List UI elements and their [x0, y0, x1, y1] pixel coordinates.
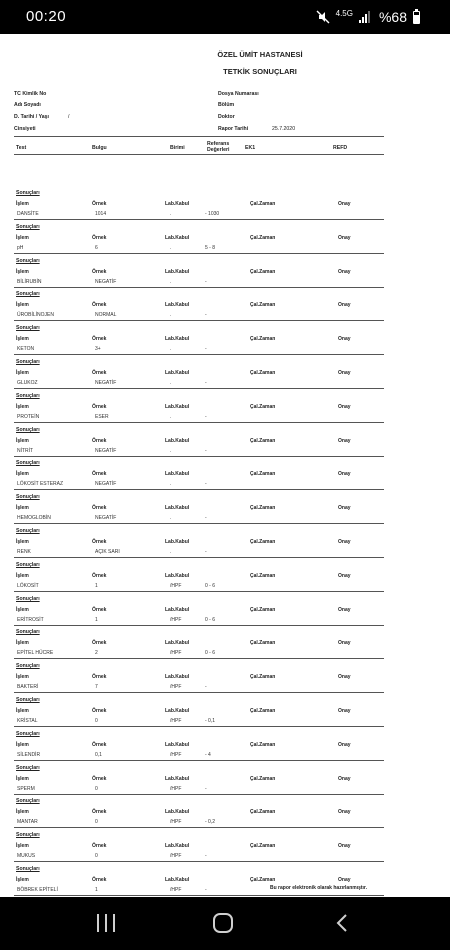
test-name: ERİTROSİT: [17, 616, 44, 623]
test-result: NEGATİF: [95, 515, 117, 522]
test-result: NORMAL: [95, 312, 117, 319]
result-block: [0, 832, 450, 866]
test-unit: /HPF: [170, 684, 182, 691]
test-result: 7: [95, 684, 98, 691]
test-name: MUKUS: [17, 853, 36, 860]
tc-label: TC Kimlik No: [14, 91, 47, 97]
network-type: 4.5G: [335, 8, 353, 18]
islem-label: İşlem: [16, 539, 29, 545]
test-result: 1: [95, 582, 98, 589]
test-reference: -: [205, 684, 207, 691]
ornek-label: Örnek: [92, 708, 107, 714]
gender-label: Cinsiyeti: [14, 126, 36, 132]
row-divider: [14, 219, 384, 220]
test-unit: /HPF: [170, 853, 182, 860]
row-divider: [14, 287, 384, 288]
row-divider: [14, 354, 384, 355]
test-unit: .: [170, 447, 172, 454]
lab-kabul-label: Lab.Kabul: [165, 843, 190, 850]
onay-label: Onay: [338, 370, 351, 376]
row-divider: [14, 456, 384, 457]
onay-label: Onay: [338, 708, 351, 714]
onay-label: Onay: [338, 505, 351, 512]
islem-label: İşlem: [16, 708, 29, 714]
islem-label: İşlem: [16, 403, 29, 410]
onay-label: Onay: [338, 234, 351, 241]
test-reference: -: [205, 447, 207, 454]
row-divider: [14, 895, 384, 896]
test-name: PROTEİN: [17, 413, 40, 420]
ornek-label: Örnek: [92, 775, 107, 782]
test-result: NEGATİF: [95, 447, 117, 454]
ornek-label: Örnek: [92, 606, 107, 613]
test-reference: -: [205, 413, 207, 420]
cal-zaman-label: Çal.Zaman: [250, 234, 276, 241]
report-date-label: Rapor Tarihi: [218, 126, 249, 132]
cal-zaman-label: Çal.Zaman: [250, 674, 276, 681]
ornek-label: Örnek: [92, 268, 107, 275]
row-divider: [14, 557, 384, 558]
lab-kabul-label: Lab.Kabul: [165, 809, 190, 816]
col-refd: REFD: [333, 145, 348, 151]
status-time: 00:20: [26, 8, 67, 25]
cal-zaman-label: Çal.Zaman: [250, 403, 276, 410]
onay-label: Onay: [338, 674, 351, 681]
result-block: [0, 325, 450, 359]
test-unit: .: [170, 346, 172, 353]
report-date-value: 25.7.2020: [272, 126, 296, 132]
cal-zaman-label: Çal.Zaman: [250, 370, 276, 376]
test-reference: -: [205, 887, 207, 893]
islem-label: İşlem: [16, 572, 29, 579]
islem-label: İşlem: [16, 877, 29, 883]
lab-kabul-label: Lab.Kabul: [165, 403, 190, 410]
ornek-label: Örnek: [92, 437, 107, 444]
section-label: Sonuçları: [16, 561, 40, 568]
test-result: AÇIK SARI: [95, 549, 120, 555]
section-label: Sonuçları: [16, 798, 40, 805]
cal-zaman-label: Çal.Zaman: [250, 809, 276, 816]
ornek-label: Örnek: [92, 809, 107, 816]
result-block: [0, 291, 450, 325]
islem-label: İşlem: [16, 336, 29, 343]
cal-zaman-label: Çal.Zaman: [250, 437, 276, 444]
onay-label: Onay: [338, 877, 351, 883]
section-label: Sonuçları: [16, 730, 40, 737]
test-result: NEGATİF: [95, 380, 117, 386]
lab-kabul-label: Lab.Kabul: [165, 877, 190, 883]
section-label: Sonuçları: [16, 190, 40, 196]
islem-label: İşlem: [16, 775, 29, 782]
row-divider: [14, 760, 384, 761]
onay-label: Onay: [338, 775, 351, 782]
test-name: BİLİRUBİN: [17, 278, 42, 285]
test-name: NİTRİT: [17, 447, 34, 454]
back-icon[interactable]: [333, 913, 353, 933]
row-divider: [14, 726, 384, 727]
lab-kabul-label: Lab.Kabul: [165, 505, 190, 512]
lab-kabul-label: Lab.Kabul: [165, 268, 190, 275]
section-label: Sonuçları: [16, 223, 40, 230]
navigation-bar: [0, 897, 450, 950]
ornek-label: Örnek: [92, 201, 107, 207]
lab-kabul-label: Lab.Kabul: [165, 674, 190, 681]
section-label: Sonuçları: [16, 764, 40, 771]
section-label: Sonuçları: [16, 629, 40, 636]
test-reference: -: [205, 346, 207, 353]
report-document: [0, 34, 450, 897]
test-reference: -: [205, 380, 207, 386]
name-label: Adı Soyadı: [14, 102, 41, 108]
cal-zaman-label: Çal.Zaman: [250, 775, 276, 782]
home-icon[interactable]: [213, 913, 233, 933]
test-reference: -: [205, 785, 207, 792]
test-result: 0: [95, 785, 98, 792]
ornek-label: Örnek: [92, 505, 107, 512]
ornek-label: Örnek: [92, 370, 107, 376]
section-label: Sonuçları: [16, 528, 40, 534]
test-name: LÖKOSİT: [17, 582, 39, 589]
section-label: Sonuçları: [16, 595, 40, 602]
test-reference: 0 - 6: [205, 582, 216, 589]
result-block: [0, 765, 450, 799]
hospital-name: ÖZEL ÜMİT HASTANESİ: [217, 50, 303, 59]
test-name: SPERM: [17, 785, 35, 792]
test-result: NEGATİF: [95, 278, 117, 285]
lab-kabul-label: Lab.Kabul: [165, 370, 190, 376]
row-divider: [14, 253, 384, 254]
test-reference: 0 - 6: [205, 616, 216, 623]
ornek-label: Örnek: [92, 572, 107, 579]
lab-kabul-label: Lab.Kabul: [165, 775, 190, 782]
cal-zaman-label: Çal.Zaman: [250, 843, 276, 850]
test-reference: -: [205, 549, 207, 555]
test-unit: /HPF: [170, 650, 182, 657]
test-unit: /HPF: [170, 751, 182, 758]
cal-zaman-label: Çal.Zaman: [250, 606, 276, 613]
islem-label: İşlem: [16, 201, 29, 207]
ornek-label: Örnek: [92, 843, 107, 850]
result-block: [0, 731, 450, 765]
section-label: Sonuçları: [16, 359, 40, 365]
row-divider: [14, 625, 384, 626]
ornek-label: Örnek: [92, 302, 107, 309]
test-reference: -: [205, 312, 207, 319]
test-name: HEMOGLOBİN: [17, 515, 51, 522]
test-unit: .: [170, 515, 172, 522]
onay-label: Onay: [338, 606, 351, 613]
test-result: 1014: [95, 211, 107, 217]
cal-zaman-label: Çal.Zaman: [250, 336, 276, 343]
onay-label: Onay: [338, 809, 351, 816]
islem-label: İşlem: [16, 268, 29, 275]
row-divider: [14, 794, 384, 795]
result-block: [0, 596, 450, 630]
lab-kabul-label: Lab.Kabul: [165, 640, 190, 647]
ornek-label: Örnek: [92, 336, 107, 343]
file-no-label: Dosya Numarası: [218, 91, 259, 97]
islem-label: İşlem: [16, 741, 29, 748]
lab-kabul-label: Lab.Kabul: [165, 708, 190, 714]
row-divider: [14, 320, 384, 321]
ornek-label: Örnek: [92, 403, 107, 410]
result-block: [0, 866, 450, 897]
test-result: 1: [95, 887, 98, 893]
row-divider: [14, 692, 384, 693]
test-result: 0: [95, 853, 98, 860]
test-reference: -: [205, 278, 207, 285]
ornek-label: Örnek: [92, 539, 107, 545]
result-block: [0, 460, 450, 494]
col-degerleri: Değerleri: [207, 147, 230, 153]
onay-label: Onay: [338, 539, 351, 545]
onay-label: Onay: [338, 843, 351, 850]
islem-label: İşlem: [16, 234, 29, 241]
cal-zaman-label: Çal.Zaman: [250, 539, 276, 545]
result-block: [0, 663, 450, 697]
result-block: [0, 528, 450, 562]
islem-label: İşlem: [16, 606, 29, 613]
footer-note: Bu rapor elektronik olarak hazırlanmıştır.: [270, 885, 367, 891]
lab-kabul-label: Lab.Kabul: [165, 539, 190, 545]
result-block: [0, 798, 450, 832]
islem-label: İşlem: [16, 640, 29, 647]
lab-kabul-label: Lab.Kabul: [165, 606, 190, 613]
test-reference: - 4: [205, 751, 211, 758]
test-name: pH: [17, 244, 24, 251]
section-label: Sonuçları: [16, 697, 40, 703]
lab-kabul-label: Lab.Kabul: [165, 437, 190, 444]
battery-icon: [413, 11, 420, 24]
test-result: 2: [95, 650, 98, 657]
section-label: Sonuçları: [16, 325, 40, 332]
cal-zaman-label: Çal.Zaman: [250, 302, 276, 309]
test-reference: - 0,2: [205, 819, 216, 826]
row-divider: [14, 861, 384, 862]
test-reference: 0 - 6: [205, 650, 216, 657]
ornek-label: Örnek: [92, 471, 107, 478]
test-unit: /HPF: [170, 718, 182, 724]
row-divider: [14, 523, 384, 524]
recent-apps-icon[interactable]: [97, 914, 115, 932]
onay-label: Onay: [338, 471, 351, 478]
battery-level: %68: [378, 9, 407, 25]
section-label: Sonuçları: [16, 832, 40, 839]
result-block: [0, 190, 450, 224]
cal-zaman-label: Çal.Zaman: [250, 268, 276, 275]
lab-kabul-label: Lab.Kabul: [165, 302, 190, 309]
test-name: BÖBREK EPİTELİ: [17, 887, 58, 893]
test-unit: /HPF: [170, 819, 182, 826]
test-name: KRİSTAL: [17, 718, 38, 724]
section-label: Sonuçları: [16, 291, 40, 298]
section-label: Sonuçları: [16, 866, 40, 872]
dept-label: Bölüm: [218, 102, 235, 108]
col-birimi: Birimi: [170, 145, 185, 151]
test-name: ÜROBİLİNOJEN: [17, 312, 54, 319]
test-result: 6: [95, 244, 98, 251]
test-name: DANSİTE: [17, 211, 39, 217]
lab-kabul-label: Lab.Kabul: [165, 336, 190, 343]
test-result: ESER: [95, 413, 109, 420]
header-divider: [14, 136, 384, 137]
onay-label: Onay: [338, 268, 351, 275]
islem-label: İşlem: [16, 302, 29, 309]
test-name: BAKTERİ: [17, 684, 39, 691]
islem-label: İşlem: [16, 370, 29, 376]
islem-label: İşlem: [16, 809, 29, 816]
col-ek1: EK1: [245, 145, 256, 151]
test-name: SİLENDİR: [17, 751, 41, 758]
test-name: LÖKOSİT ESTERAZ: [17, 481, 64, 488]
test-unit: /HPF: [170, 616, 182, 623]
result-block: [0, 393, 450, 427]
section-label: Sonuçları: [16, 663, 40, 670]
ornek-label: Örnek: [92, 877, 107, 883]
onay-label: Onay: [338, 336, 351, 343]
section-label: Sonuçları: [16, 426, 40, 433]
lab-kabul-label: Lab.Kabul: [165, 234, 190, 241]
status-bar: [0, 0, 450, 34]
section-label: Sonuçları: [16, 494, 40, 501]
test-unit: .: [170, 549, 172, 555]
lab-kabul-label: Lab.Kabul: [165, 471, 190, 478]
ornek-label: Örnek: [92, 640, 107, 647]
islem-label: İşlem: [16, 674, 29, 681]
test-unit: .: [170, 312, 172, 319]
onay-label: Onay: [338, 201, 351, 207]
ornek-label: Örnek: [92, 234, 107, 241]
lab-kabul-label: Lab.Kabul: [165, 741, 190, 748]
onay-label: Onay: [338, 640, 351, 647]
test-result: 0: [95, 819, 98, 826]
onay-label: Onay: [338, 302, 351, 309]
lab-kabul-label: Lab.Kabul: [165, 201, 190, 207]
test-reference: -: [205, 481, 207, 488]
section-label: Sonuçları: [16, 392, 40, 399]
cal-zaman-label: Çal.Zaman: [250, 640, 276, 647]
row-divider: [14, 388, 384, 389]
islem-label: İşlem: [16, 437, 29, 444]
test-name: GLUKOZ: [17, 380, 38, 386]
result-block: [0, 224, 450, 258]
test-result: 0,1: [95, 751, 102, 758]
test-reference: - 1030: [205, 211, 220, 217]
test-result: 1: [95, 616, 98, 623]
cal-zaman-label: Çal.Zaman: [250, 471, 276, 478]
test-unit: /HPF: [170, 887, 182, 893]
test-reference: - 0,1: [205, 718, 216, 724]
islem-label: İşlem: [16, 843, 29, 850]
cal-zaman-label: Çal.Zaman: [250, 708, 276, 714]
cal-zaman-label: Çal.Zaman: [250, 572, 276, 579]
lab-kabul-label: Lab.Kabul: [165, 572, 190, 579]
test-unit: .: [170, 244, 172, 251]
cal-zaman-label: Çal.Zaman: [250, 877, 276, 883]
test-unit: .: [170, 380, 172, 386]
section-label: Sonuçları: [16, 460, 40, 467]
test-reference: -: [205, 515, 207, 522]
result-block: [0, 697, 450, 731]
row-divider: [14, 827, 384, 828]
onay-label: Onay: [338, 572, 351, 579]
test-name: KETON: [17, 346, 35, 353]
test-reference: 5 - 8: [205, 244, 216, 251]
col-test: Test: [16, 145, 27, 151]
col-bulgu: Bulgu: [92, 145, 107, 151]
islem-label: İşlem: [16, 471, 29, 478]
result-block: [0, 359, 450, 393]
mute-icon: [316, 10, 330, 24]
test-unit: .: [170, 211, 172, 217]
result-block: [0, 258, 450, 292]
row-divider: [14, 591, 384, 592]
test-unit: /HPF: [170, 785, 182, 792]
test-result: 3+: [95, 346, 101, 353]
test-name: MANTAR: [17, 819, 38, 826]
result-block: [0, 494, 450, 528]
test-name: RENK: [17, 549, 31, 555]
test-name: EPİTEL HÜCRE: [17, 650, 54, 657]
row-divider: [14, 658, 384, 659]
cal-zaman-label: Çal.Zaman: [250, 201, 276, 207]
row-divider: [14, 422, 384, 423]
onay-label: Onay: [338, 741, 351, 748]
islem-label: İşlem: [16, 505, 29, 512]
ornek-label: Örnek: [92, 741, 107, 748]
col-referans: Referans: [207, 141, 230, 147]
section-label: Sonuçları: [16, 257, 40, 264]
ornek-label: Örnek: [92, 674, 107, 681]
doctor-label: Doktor: [218, 114, 235, 120]
test-unit: .: [170, 413, 172, 420]
onay-label: Onay: [338, 437, 351, 444]
signal-icon: [359, 11, 373, 23]
columns-divider: [14, 154, 384, 155]
test-unit: .: [170, 278, 172, 285]
test-unit: .: [170, 481, 172, 488]
result-block: [0, 562, 450, 596]
test-result: NEGATİF: [95, 481, 117, 488]
cal-zaman-label: Çal.Zaman: [250, 741, 276, 748]
test-unit: /HPF: [170, 582, 182, 589]
dob-separator: /: [68, 114, 70, 120]
test-reference: -: [205, 853, 207, 860]
dob-label: D. Tarihi / Yaşı: [14, 114, 49, 120]
report-title: TETKİK SONUÇLARI: [223, 67, 297, 76]
row-divider: [14, 489, 384, 490]
onay-label: Onay: [338, 403, 351, 410]
result-block: [0, 427, 450, 461]
cal-zaman-label: Çal.Zaman: [250, 505, 276, 512]
test-result: 0: [95, 718, 98, 724]
result-block: [0, 629, 450, 663]
